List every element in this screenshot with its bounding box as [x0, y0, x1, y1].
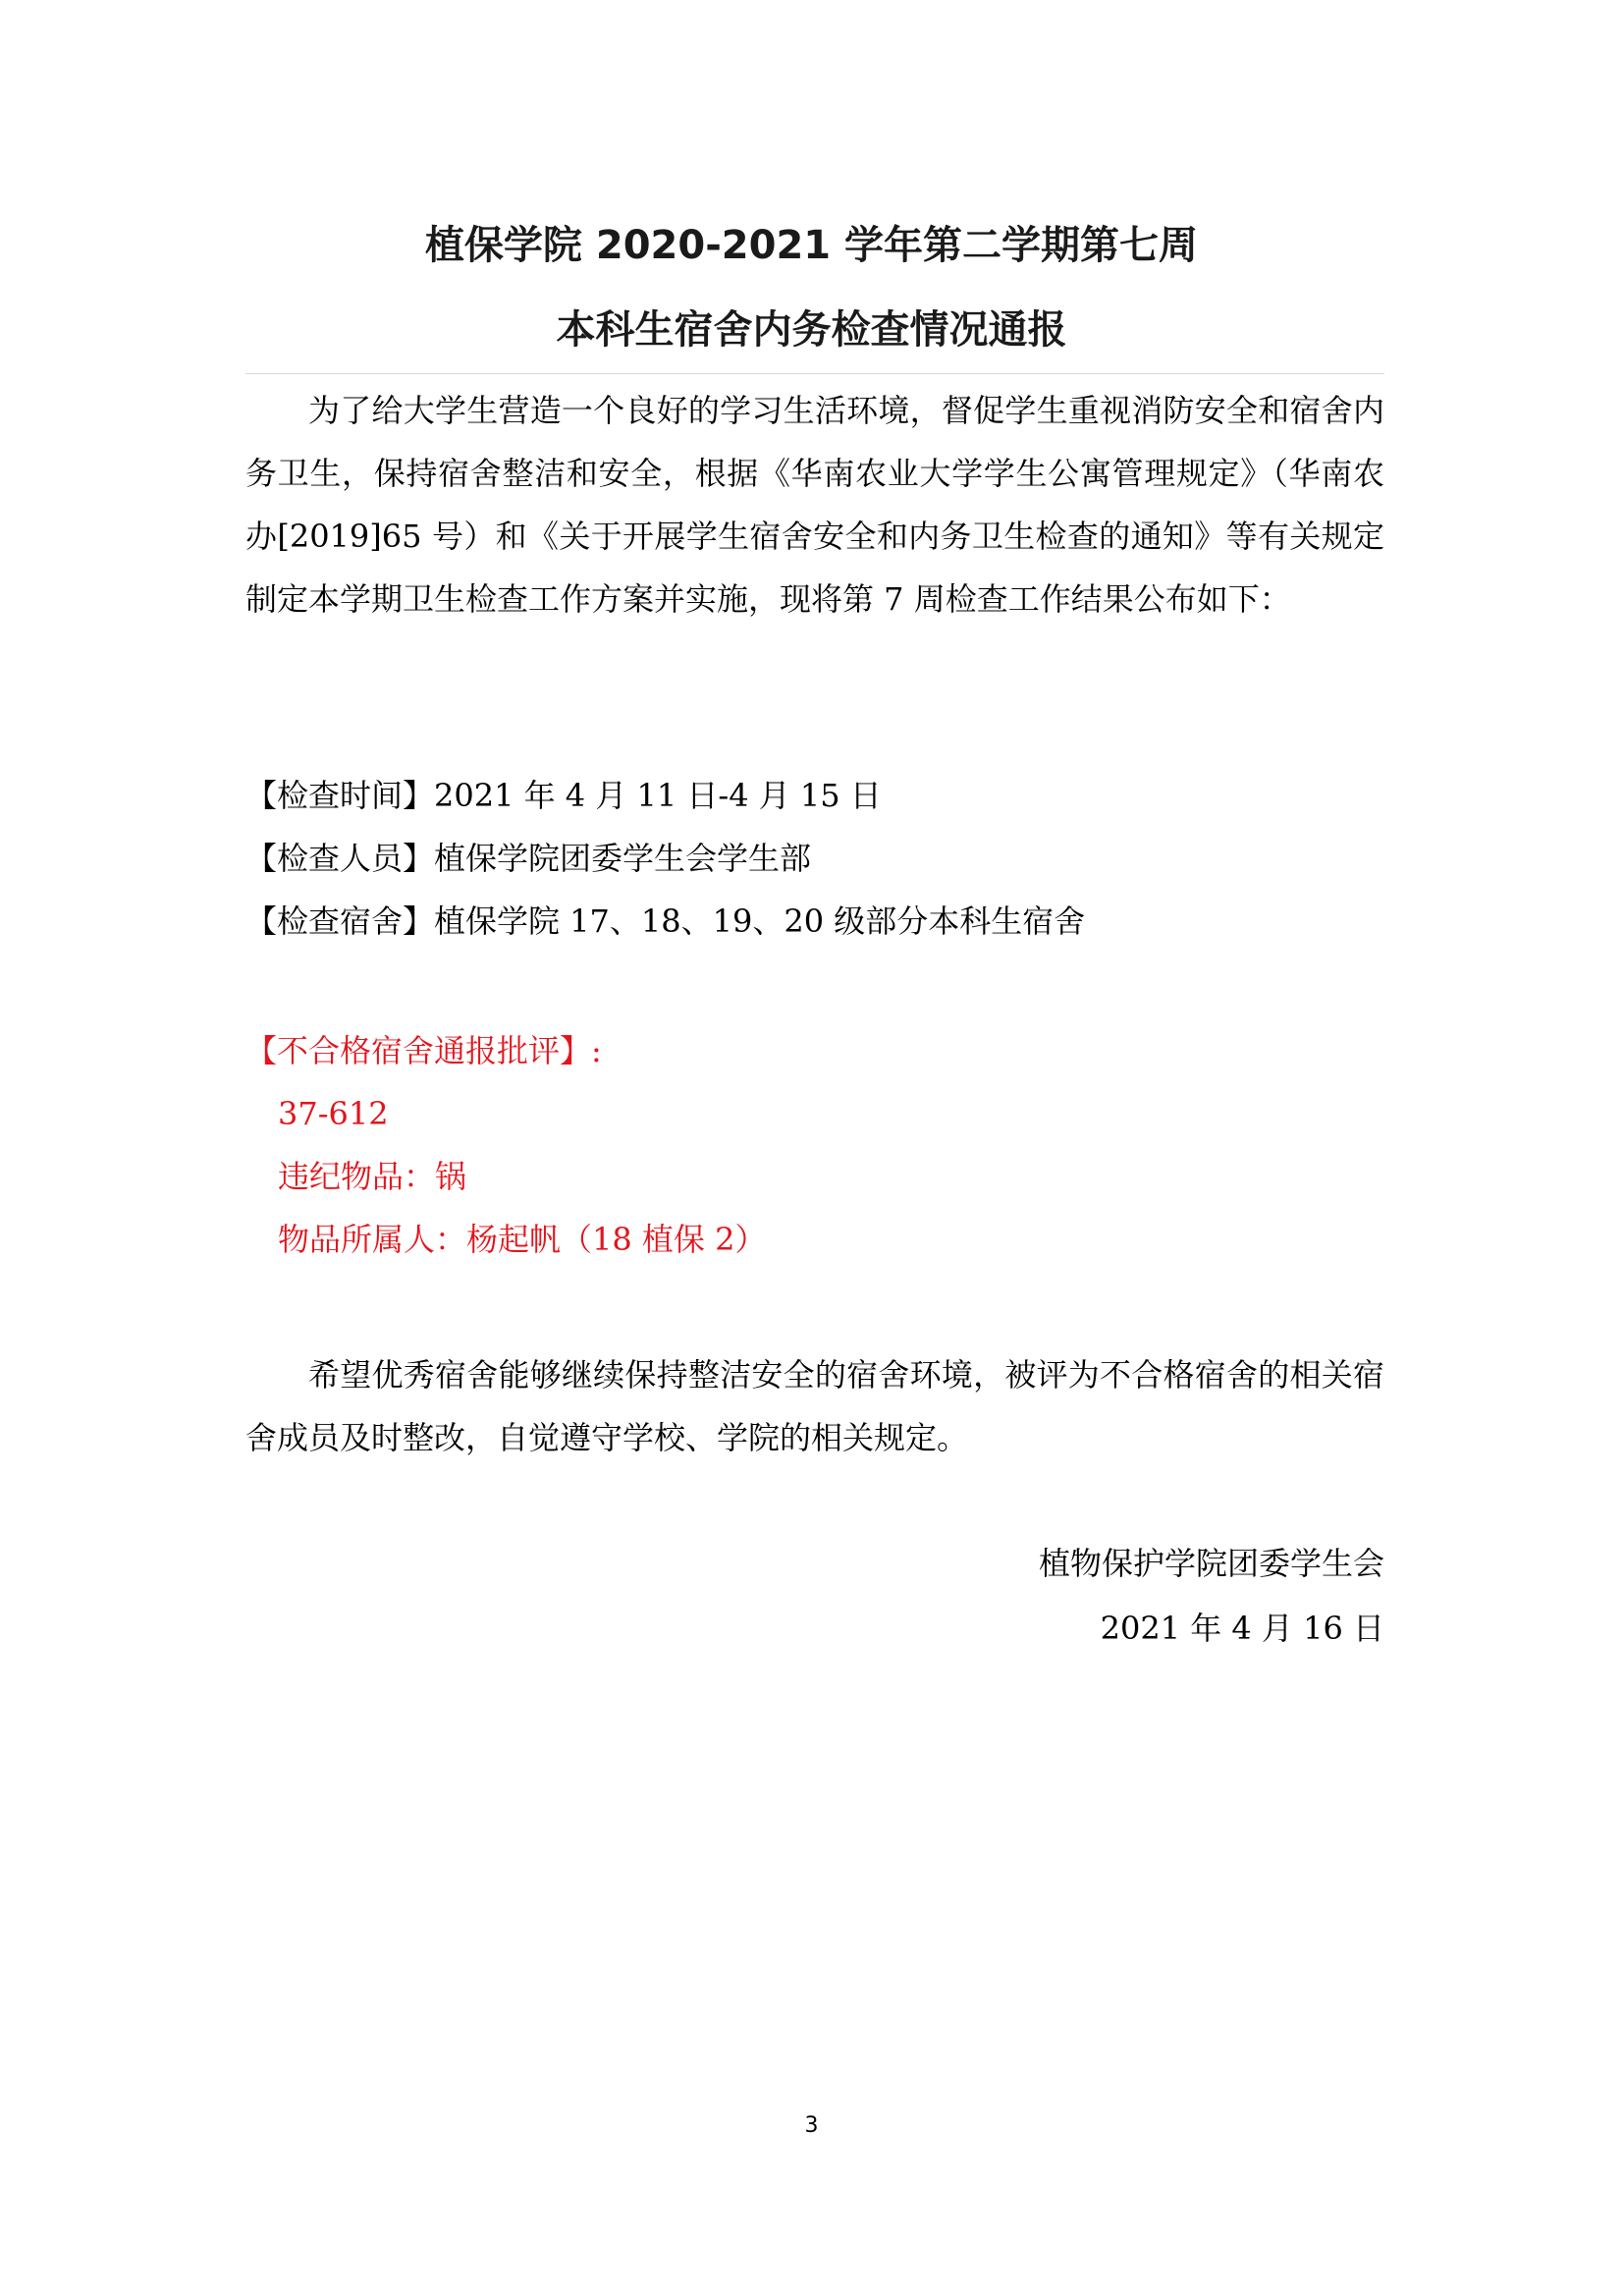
signature-organization: 植物保护学院团委学生会: [1038, 1545, 1384, 1582]
intro-paragraph: 为了给大学生营造一个良好的学习生活环境，督促学生重视消防安全和宿舍内务卫生，保持宿舍整洁和安全，根据《华南农业大学学生公寓管理规定》（华南农办[2019]65 号）和《关于开展学生宿舍安全和内务卫生检查的通知》等有关规定制定本学期卫生检查工作方案并实施，现将第 7 周检查工作结果公布如下：: [245, 392, 1384, 618]
inspection-people: 【检查人员】植保学院团委学生会学生部: [245, 840, 812, 877]
closing-paragraph: 希望优秀宿舍能够继续保持整洁安全的宿舍环境，被评为不合格宿舍的相关宿舍成员及时整改，自觉遵守学校、学院的相关规定。: [245, 1356, 1384, 1456]
title-divider: [245, 373, 1384, 374]
item-owner: 物品所属人：杨起帆（18 植保 2）: [278, 1221, 767, 1258]
violation-item: 违纪物品：锅: [278, 1158, 467, 1195]
document-title-line-1: 植保学院 2020-2021 学年第二学期第七周: [424, 223, 1199, 268]
signature-date: 2021 年 4 月 16 日: [1100, 1610, 1384, 1647]
failing-dorm-room: 37-612: [278, 1095, 389, 1132]
inspection-time: 【检查时间】2021 年 4 月 11 日-4 月 15 日: [245, 777, 882, 814]
failing-dorm-heading: 【不合格宿舍通报批评】:: [245, 1032, 602, 1069]
inspection-dorms: 【检查宿舍】植保学院 17、18、19、20 级部分本科生宿舍: [245, 902, 1086, 940]
document-title-line-2: 本科生宿舍内务检查情况通报: [556, 307, 1067, 353]
page-number: 3: [804, 2113, 819, 2138]
